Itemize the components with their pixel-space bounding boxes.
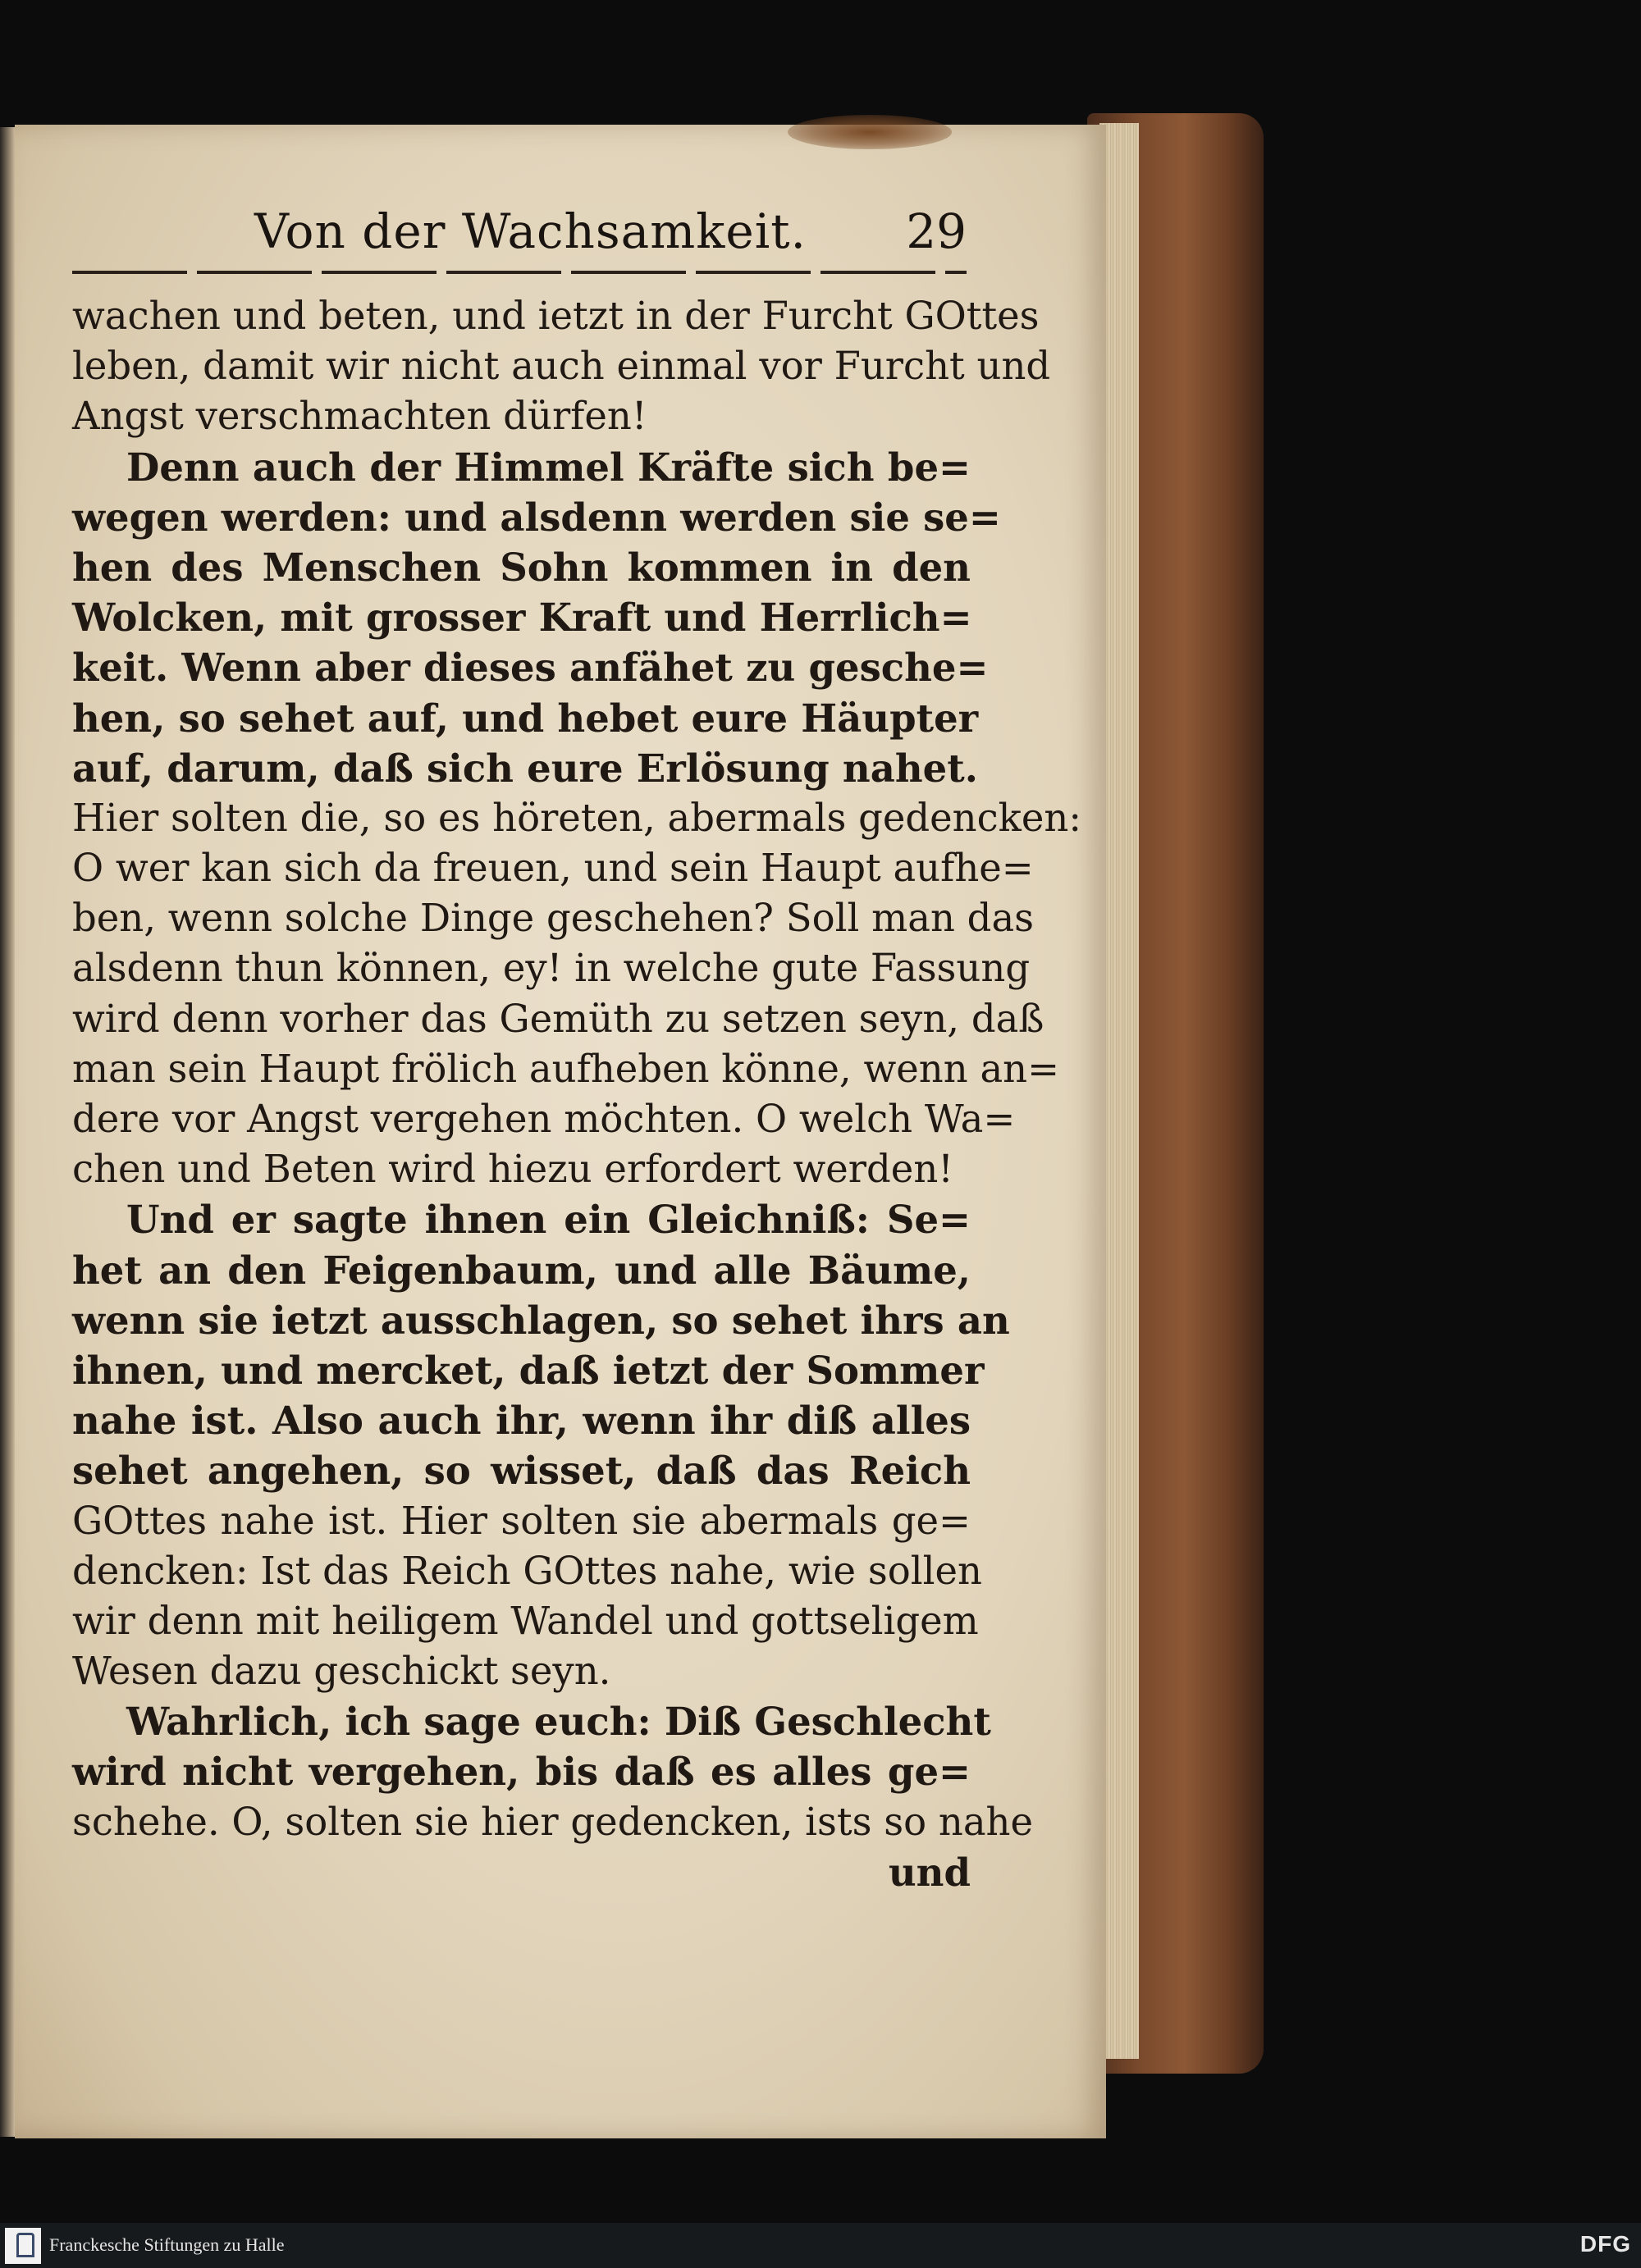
institution-logo-icon [5,2228,41,2264]
text-line: wenn sie ietzt ausschlagen, so sehet ihrs an [72,1297,1010,1343]
text-line: ben, wenn solche Dinge geschehen? Soll man das [72,896,1035,941]
text-line: hen, so sehet auf, und hebet eure Häupter [72,695,979,741]
page-number: 29 [906,203,967,259]
text-line: keit. Wenn aber dieses anfähet zu gesche= [72,645,989,691]
text-line: wachen und beten, und ietzt in der Furcht GOttes [72,294,1040,338]
previous-page-edge [0,127,15,2137]
text-line: nahe ist. Also auch ihr, wenn ihr diß alles [72,1398,971,1444]
text-line: Hier solten die, so es höreten, abermals gedencken: [72,795,1081,840]
text-line: wird denn vorher das Gemüth zu setzen seyn, daß [72,996,1044,1041]
institution-name: Franckesche Stiftungen zu Halle [49,2234,285,2255]
text-line: hen des Menschen Sohn kommen in den [72,544,971,590]
text-line: Angst verschmachten dürfen! [72,394,647,439]
text-line: wird nicht vergehen, bis daß es alles ge= [72,1749,971,1795]
text-line: Wahrlich, ich sage euch: Diß Geschlecht [126,1699,991,1745]
text-line: Wesen dazu geschickt seyn. [72,1649,611,1694]
text-line: O wer kan sich da freuen, und sein Haupt aufhe= [72,846,1034,891]
text-line: alsdenn thun können, ey! in welche gute Fassung [72,946,1031,991]
page-stain [788,115,952,149]
text-line: auf, darum, daß sich eure Erlösung nahet. [72,745,978,791]
text-line: Wolcken, mit grosser Kraft und Herrlich= [72,595,972,641]
text-line: dencken: Ist das Reich GOttes nahe, wie sollen [72,1548,982,1593]
text-line: chen und Beten wird hiezu erfordert werden! [72,1147,953,1192]
text-line: Denn auch der Himmel Kräfte sich be= [126,444,971,490]
text-line: leben, damit wir nicht auch einmal vor Furcht und [72,344,1051,389]
text-line: Und er sagte ihnen ein Gleichniß: Se= [126,1197,971,1243]
catchword: und [888,1849,971,1895]
text-line: GOttes nahe ist. Hier solten sie abermals ge= [72,1498,971,1543]
text-line: man sein Haupt frölich aufheben könne, wenn an= [72,1046,1060,1091]
text-line: ihnen, und mercket, daß ietzt der Sommer [72,1347,985,1393]
page-body [72,291,1081,1897]
page-header [72,203,967,269]
running-head: Von der Wachsamkeit. [254,203,807,259]
viewer-footer [0,2223,1641,2268]
text-line: sehet angehen, so wisset, daß das Reich [72,1448,971,1494]
header-rule [72,271,967,274]
text-line: schehe. O, solten sie hier gedencken, ists so nahe [72,1799,1034,1844]
text-line: het an den Feigenbaum, und alle Bäume, [72,1247,971,1293]
dfg-logo: DFG [1579,2231,1631,2257]
text-line: wegen werden: und alsdenn werden sie se= [72,494,1001,540]
text-line: dere vor Angst vergehen möchten. O welch Wa= [72,1097,1016,1141]
text-line: wir denn mit heiligem Wandel und gottseligem [72,1598,979,1643]
